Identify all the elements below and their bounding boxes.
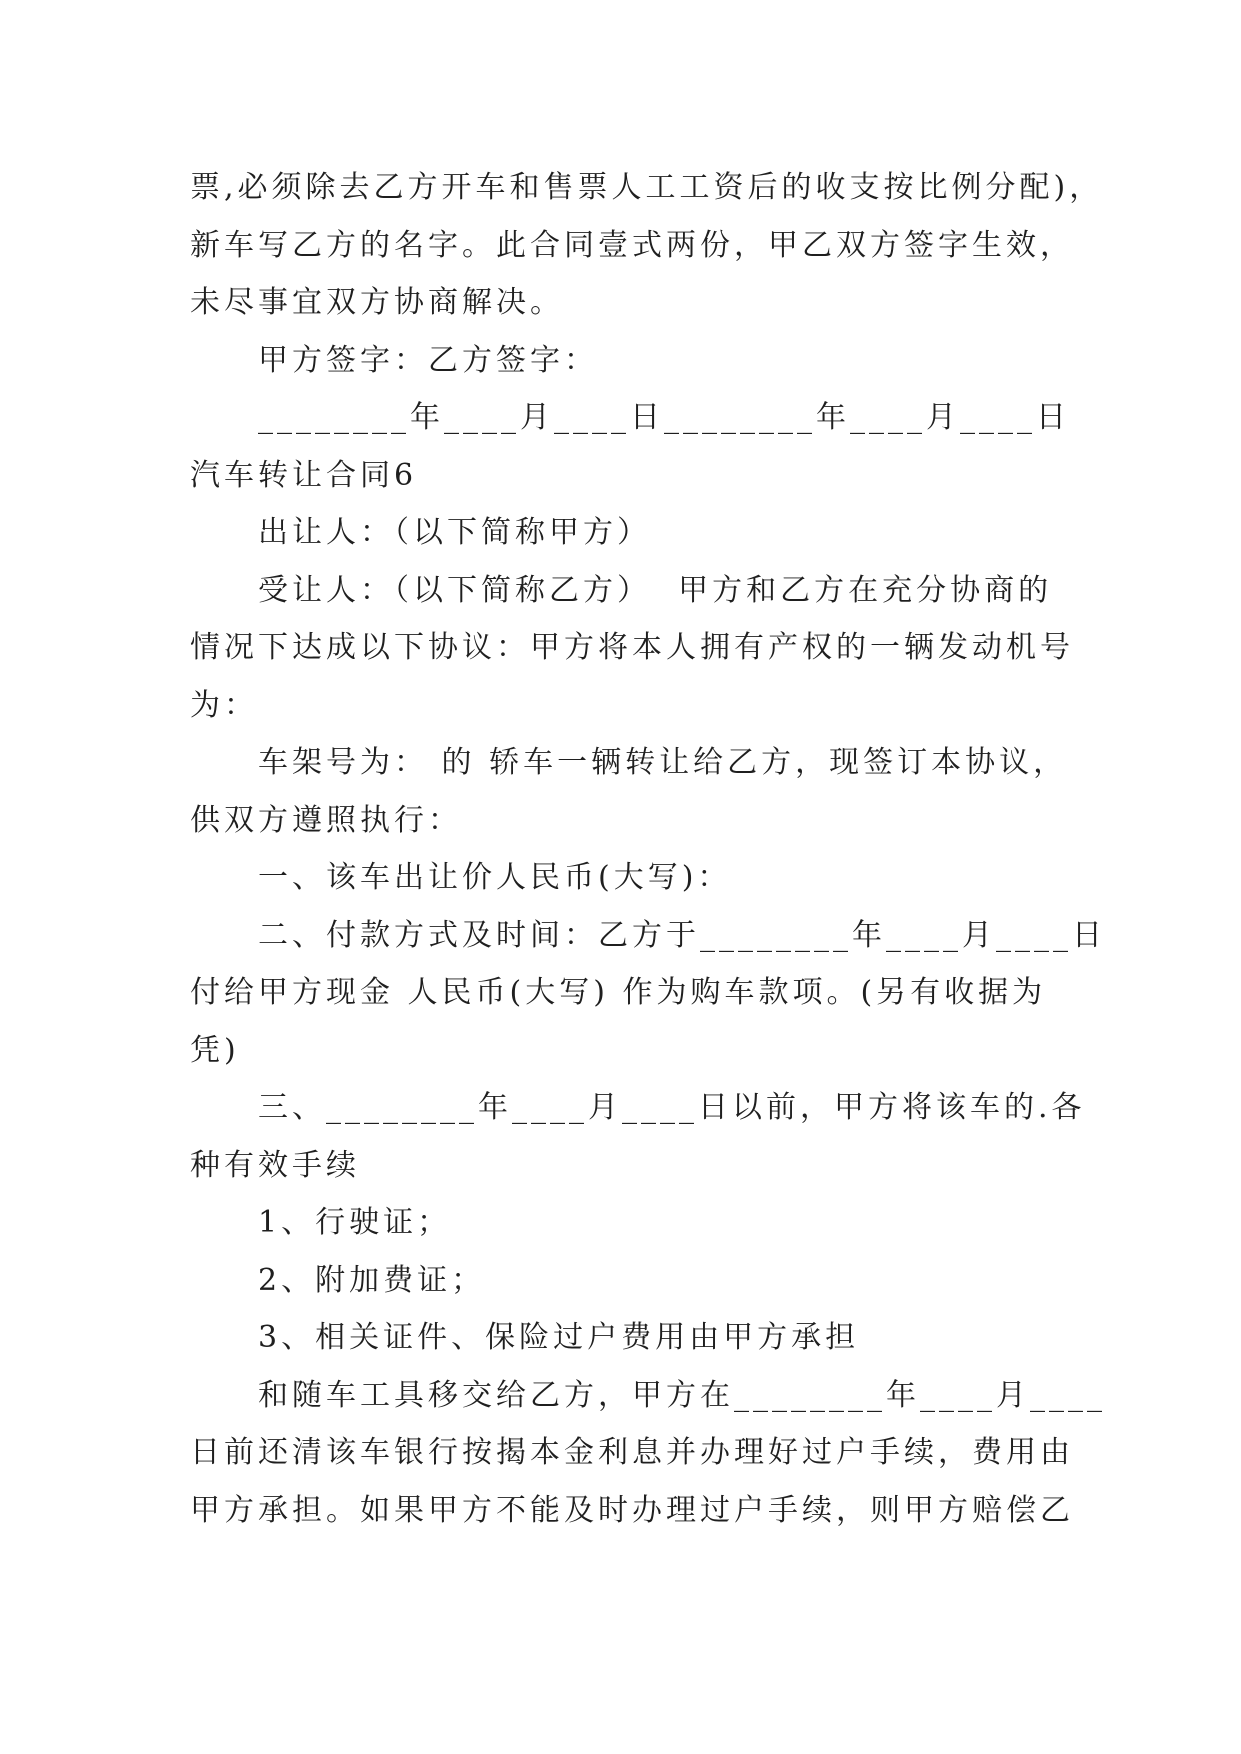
document-body	[190, 159, 1150, 1539]
section-title: 汽车转让合同6	[190, 457, 418, 493]
document-line: 为：	[190, 687, 258, 723]
document-line: 受让人：（以下简称乙方） 甲方和乙方在充分协商的	[258, 572, 1053, 608]
list-item: 3、相关证件、保险过户费用由甲方承担	[258, 1320, 860, 1355]
document-line: 和随车工具移交给乙方，甲方在________年____月____	[258, 1377, 1106, 1413]
clause-item: 三、________年____月____日以前，甲方将该车的.各	[258, 1090, 1086, 1125]
document-line: 甲方承担。如果甲方不能及时办理过户手续，则甲方赔偿乙	[190, 1492, 1074, 1528]
clause-item: 二、付款方式及时间：乙方于________年____月____日	[258, 917, 1106, 953]
document-line: 出让人：（以下简称甲方）	[258, 515, 651, 550]
document-line: 凭)	[190, 1032, 240, 1068]
document-line: 未尽事宜双方协商解决。	[190, 285, 564, 320]
document-line: 新车写乙方的名字。此合同壹式两份，甲乙双方签字生效，	[190, 227, 1074, 263]
list-item: 1、行驶证；	[258, 1205, 452, 1240]
date-line: ________年____月____日________年____月____日	[258, 400, 1070, 435]
list-item: 2、附加费证；	[258, 1262, 486, 1298]
document-line: 日前还清该车银行按揭本金利息并办理好过户手续，费用由	[190, 1435, 1074, 1470]
document-line: 车架号为： 的 轿车一辆转让给乙方，现签订本协议，	[258, 745, 1068, 780]
document-line: 付给甲方现金 人民币(大写) 作为购车款项。(另有收据为	[190, 975, 1047, 1010]
document-line: 种有效手续	[190, 1147, 360, 1183]
clause-item: 一、该车出让价人民币(大写)：	[258, 860, 732, 895]
document-line: 票,必须除去乙方开车和售票人工工资后的收支按比例分配)，	[190, 170, 1104, 205]
signature-line: 甲方签字：乙方签字：	[258, 342, 598, 378]
document-line: 供双方遵照执行：	[190, 802, 462, 838]
document-line: 情况下达成以下协议：甲方将本人拥有产权的一辆发动机号	[190, 630, 1074, 665]
